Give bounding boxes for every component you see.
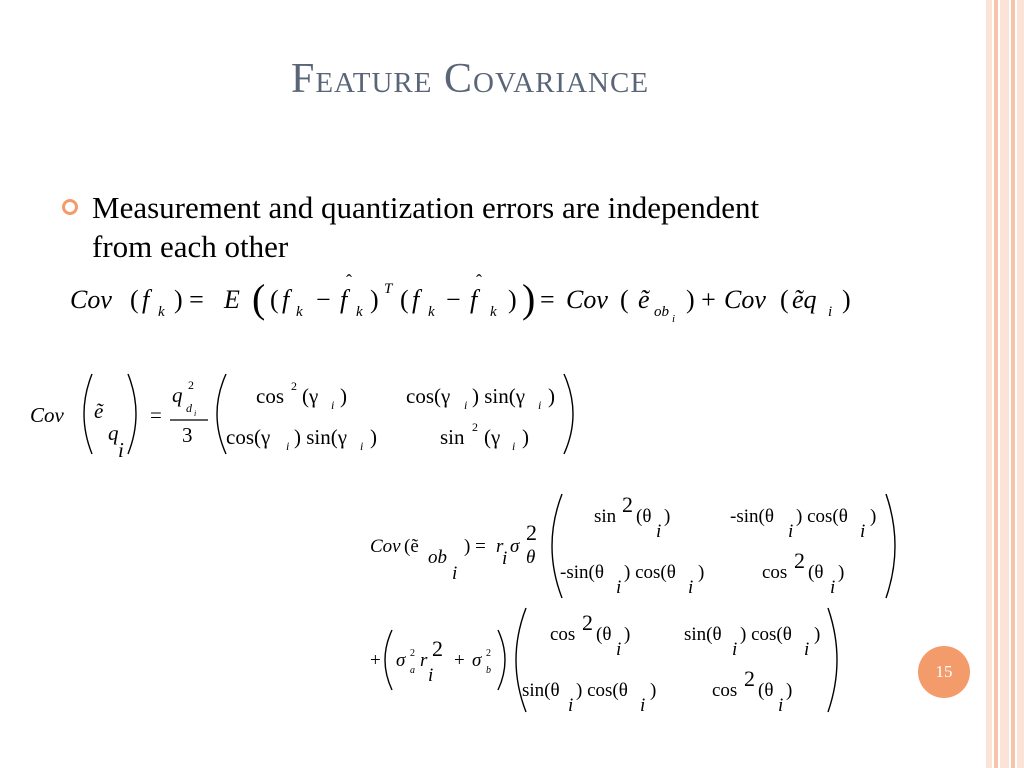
svg-text:): ) (522, 276, 536, 321)
svg-text:i: i (428, 665, 434, 686)
svg-text:) cos(θ: ) cos(θ (576, 680, 628, 701)
svg-text:sin(θ: sin(θ (684, 624, 722, 645)
svg-text:sin: sin (440, 425, 465, 449)
svg-text:2: 2 (472, 420, 478, 434)
svg-text:): ) (548, 384, 555, 408)
svg-text:): ) (340, 384, 347, 408)
svg-text:): ) (698, 562, 705, 583)
svg-text:i: i (688, 577, 694, 598)
svg-text:sin(θ: sin(θ (522, 680, 560, 701)
svg-text:i: i (788, 521, 794, 542)
svg-text:σ: σ (396, 650, 406, 671)
svg-text:f: f (340, 285, 348, 314)
svg-text:2: 2 (582, 610, 593, 635)
svg-text:3: 3 (182, 423, 193, 447)
svg-text:=: = (150, 403, 162, 427)
svg-text:) cos(θ: ) cos(θ (624, 562, 676, 583)
svg-text:i: i (828, 304, 833, 320)
svg-text:i: i (830, 577, 836, 598)
svg-text:i: i (616, 577, 622, 598)
slide-title: Feature Covariance (290, 56, 650, 102)
svg-text:ẽ: ẽ (94, 399, 104, 423)
svg-text:ob: ob (654, 304, 669, 320)
svg-text:(: ( (252, 276, 266, 321)
svg-text:): ) (838, 562, 845, 583)
svg-text:2: 2 (486, 648, 491, 659)
svg-text:i: i (286, 439, 290, 453)
svg-text:(: ( (270, 285, 279, 314)
svg-text:i: i (512, 439, 516, 453)
svg-text:(θ: (θ (596, 624, 612, 645)
svg-text:(θ: (θ (636, 506, 652, 527)
svg-text:2: 2 (432, 636, 443, 661)
svg-text:q: q (172, 383, 183, 407)
svg-text:d: d (186, 401, 192, 415)
svg-text:f: f (470, 285, 478, 314)
equation-feature-covariance (70, 271, 851, 325)
svg-text:2: 2 (410, 648, 415, 659)
svg-text:2: 2 (188, 378, 194, 392)
svg-text:−: − (446, 285, 461, 314)
svg-text:i: i (452, 563, 458, 584)
svg-text:i: i (360, 439, 364, 453)
svg-text:): ) (508, 285, 517, 314)
svg-text:(ẽ: (ẽ (404, 536, 419, 557)
svg-text:): ) (842, 285, 851, 314)
slide-number-badge: 15 (918, 646, 970, 698)
svg-text:): ) (664, 506, 671, 527)
svg-text:i: i (568, 695, 574, 716)
svg-text:2: 2 (622, 492, 633, 517)
svg-text:i: i (672, 313, 676, 325)
svg-text:k: k (490, 304, 497, 320)
svg-text:E: E (224, 285, 240, 314)
svg-text:Cov: Cov (30, 403, 64, 427)
svg-text:(θ: (θ (758, 680, 774, 701)
svg-text:cos: cos (550, 624, 576, 645)
svg-text:σ: σ (510, 536, 520, 557)
svg-text:(: ( (620, 285, 629, 314)
svg-text:+: + (454, 650, 465, 671)
svg-text:T: T (384, 281, 393, 297)
svg-text:cos(γ: cos(γ (406, 384, 451, 408)
svg-text:) cos(θ: ) cos(θ (740, 624, 792, 645)
svg-text:ob: ob (428, 547, 447, 568)
equation-observation-covariance (370, 492, 895, 716)
svg-text:k: k (356, 304, 363, 320)
svg-text:r: r (420, 650, 428, 671)
svg-text:) =: ) = (174, 285, 204, 314)
svg-text:i: i (538, 398, 542, 412)
svg-text:Cov: Cov (566, 285, 608, 314)
svg-text:): ) (814, 624, 821, 645)
svg-text:=: = (540, 285, 555, 314)
svg-text:): ) (370, 285, 379, 314)
equation-quantization-covariance (30, 374, 573, 462)
svg-text:i: i (732, 639, 738, 660)
svg-text:i: i (860, 521, 866, 542)
svg-text:i: i (331, 398, 335, 412)
svg-text:-sin(θ: -sin(θ (730, 506, 774, 527)
svg-text:): ) (870, 506, 877, 527)
svg-text:(: ( (130, 285, 139, 314)
svg-text:r: r (496, 536, 504, 557)
svg-text:2: 2 (291, 379, 297, 393)
svg-text:a: a (410, 665, 415, 676)
svg-text:θ: θ (526, 547, 536, 568)
svg-text:Cov: Cov (70, 285, 112, 314)
svg-text:i: i (118, 438, 124, 462)
svg-text:2: 2 (526, 520, 537, 545)
svg-text:cos: cos (256, 384, 284, 408)
svg-text:ˆ: ˆ (346, 271, 352, 291)
bullet-text: Measurement and quantization errors are independent from each other (92, 190, 760, 264)
svg-text:): ) (624, 624, 631, 645)
svg-text:) +: ) + (686, 285, 716, 314)
svg-text:f: f (282, 285, 290, 314)
svg-text:cos(γ: cos(γ (226, 425, 271, 449)
svg-text:Cov: Cov (724, 285, 766, 314)
svg-text:(γ: (γ (302, 384, 319, 408)
svg-text:i: i (804, 639, 810, 660)
svg-text:cos: cos (762, 562, 788, 583)
svg-text:i: i (778, 695, 784, 716)
svg-text:) sin(γ: ) sin(γ (294, 425, 348, 449)
svg-text:i: i (502, 548, 508, 569)
svg-text:ˆ: ˆ (476, 271, 482, 291)
svg-text:−: − (316, 285, 331, 314)
svg-text:) cos(θ: ) cos(θ (796, 506, 848, 527)
svg-text:q: q (108, 421, 119, 445)
svg-text:2: 2 (744, 666, 755, 691)
svg-text:i: i (616, 639, 622, 660)
svg-text:2: 2 (794, 548, 805, 573)
svg-text:(: ( (400, 285, 409, 314)
svg-text:+: + (370, 650, 381, 671)
svg-text:sin: sin (594, 506, 617, 527)
svg-text:σ: σ (472, 650, 482, 671)
svg-text:k: k (428, 304, 435, 320)
svg-text:i: i (194, 409, 197, 418)
svg-text:b: b (486, 665, 491, 676)
svg-text:f: f (142, 285, 150, 314)
svg-text:): ) (786, 680, 793, 701)
svg-text:ẽq: ẽq (792, 285, 817, 314)
svg-text:(: ( (780, 285, 789, 314)
svg-text:): ) (522, 425, 529, 449)
svg-text:(θ: (θ (808, 562, 824, 583)
svg-text:cos: cos (712, 680, 738, 701)
svg-text:Cov: Cov (370, 536, 401, 557)
svg-text:) =: ) = (464, 536, 486, 557)
svg-text:ẽ: ẽ (638, 285, 650, 314)
svg-text:i: i (640, 695, 646, 716)
svg-text:): ) (650, 680, 657, 701)
svg-text:-sin(θ: -sin(θ (560, 562, 604, 583)
svg-text:): ) (370, 425, 377, 449)
svg-text:k: k (296, 304, 303, 320)
svg-text:k: k (158, 304, 165, 320)
svg-text:i: i (656, 521, 662, 542)
svg-text:(γ: (γ (484, 425, 501, 449)
svg-text:i: i (464, 398, 468, 412)
svg-text:) sin(γ: ) sin(γ (472, 384, 526, 408)
svg-text:f: f (412, 285, 420, 314)
